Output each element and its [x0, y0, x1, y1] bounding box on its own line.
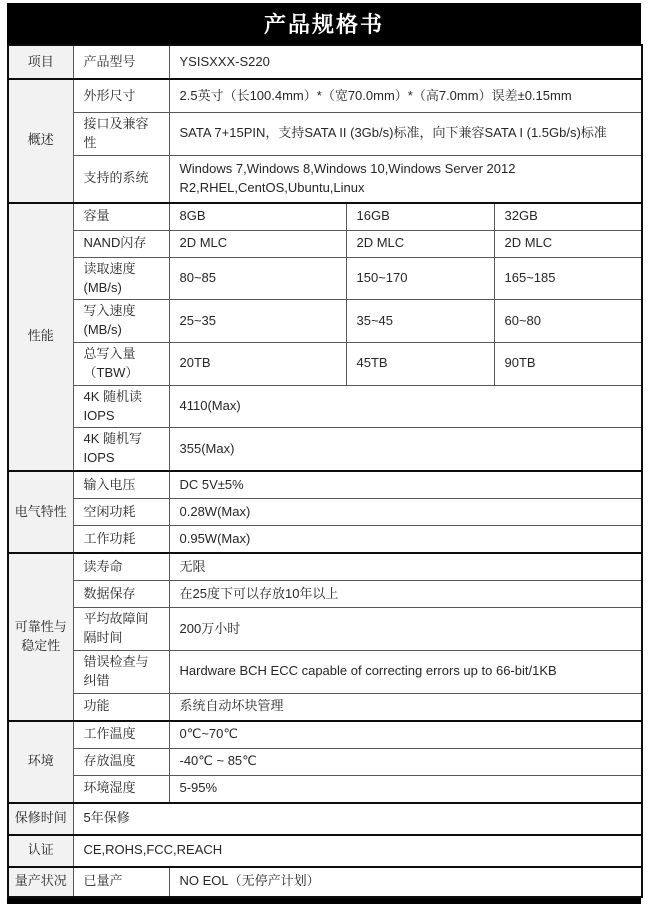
spec-value: 2D MLC	[169, 230, 346, 257]
table-row	[8, 499, 642, 526]
section-label-overview: 概述	[8, 79, 73, 203]
spec-value: 5-95%	[169, 775, 642, 803]
spec-value: 0.95W(Max)	[169, 526, 642, 554]
spec-value: 200万小时	[169, 608, 642, 651]
spec-label: 4K 随机读IOPS	[73, 385, 169, 428]
spec-label: 输入电压	[73, 471, 169, 499]
table-row	[8, 748, 642, 775]
table-row	[8, 45, 642, 79]
spec-label: 接口及兼容性	[73, 113, 169, 156]
spec-value: 2D MLC	[494, 230, 642, 257]
section-label-certification: 认证	[8, 835, 73, 867]
table-row	[8, 113, 642, 156]
table-row	[8, 721, 642, 749]
spec-value: 0℃~70℃	[169, 721, 642, 749]
spec-value: 无限	[169, 553, 642, 581]
table-row	[8, 650, 642, 693]
spec-label: 读寿命	[73, 553, 169, 581]
spec-label: 工作功耗	[73, 526, 169, 554]
table-row	[8, 775, 642, 803]
spec-label: 空闲功耗	[73, 499, 169, 526]
spec-label: NAND闪存	[73, 230, 169, 257]
spec-value: 4110(Max)	[169, 385, 642, 428]
table-row	[8, 803, 642, 835]
spec-label: 环境湿度	[73, 775, 169, 803]
spec-value: 45TB	[346, 343, 494, 386]
table-row	[8, 553, 642, 581]
spec-value: DC 5V±5%	[169, 471, 642, 499]
spec-label: 外形尺寸	[73, 79, 169, 113]
spec-value: 5年保修	[73, 803, 642, 835]
spec-value: 355(Max)	[169, 428, 642, 471]
spec-value: 90TB	[494, 343, 642, 386]
table-row	[8, 343, 642, 386]
section-label-performance: 性能	[8, 203, 73, 471]
spec-value: 150~170	[346, 257, 494, 300]
spec-value: SATA 7+15PIN，支持SATA II (3Gb/s)标准，向下兼容SATA I (1.5Gb/s)标准	[169, 113, 642, 156]
spec-value: -40℃ ~ 85℃	[169, 748, 642, 775]
spec-value: YSISXXX-S220	[169, 45, 642, 79]
spec-value: 80~85	[169, 257, 346, 300]
spec-value: 在25度下可以存放10年以上	[169, 581, 642, 608]
spec-label: 功能	[73, 693, 169, 721]
spec-value: Hardware BCH ECC capable of correcting errors up to 66-bit/1KB	[169, 650, 642, 693]
spec-value: 32GB	[494, 203, 642, 231]
table-row	[8, 79, 642, 113]
spec-value: 60~80	[494, 300, 642, 343]
spec-value: 2D MLC	[346, 230, 494, 257]
spec-label: 支持的系统	[73, 155, 169, 203]
spec-label: 错误检查与纠错	[73, 650, 169, 693]
spec-label: 读取速度(MB/s)	[73, 257, 169, 300]
spec-label: 产品型号	[73, 45, 169, 79]
table-row	[8, 300, 642, 343]
spec-value: 25~35	[169, 300, 346, 343]
section-label-item: 项目	[8, 45, 73, 79]
table-row	[8, 155, 642, 203]
spec-label: 容量	[73, 203, 169, 231]
spec-value: 8GB	[169, 203, 346, 231]
table-row	[8, 230, 642, 257]
table-row	[8, 203, 642, 231]
table-row	[8, 608, 642, 651]
spec-label: 总写入量（TBW）	[73, 343, 169, 386]
table-row	[8, 581, 642, 608]
table-row	[8, 385, 642, 428]
spec-label: 工作温度	[73, 721, 169, 749]
spec-label: 写入速度(MB/s)	[73, 300, 169, 343]
spec-value: 16GB	[346, 203, 494, 231]
spec-label: 存放温度	[73, 748, 169, 775]
table-row	[8, 257, 642, 300]
section-label-environment: 环境	[8, 721, 73, 803]
section-label-warranty: 保修时间	[8, 803, 73, 835]
section-label-reliability: 可靠性与稳定性	[8, 553, 73, 720]
spec-label: 4K 随机写IOPS	[73, 428, 169, 471]
spec-value: 系统自动坏块管理	[169, 693, 642, 721]
spec-label: 已量产	[73, 867, 169, 897]
spec-label: 平均故障间隔时间	[73, 608, 169, 651]
spec-value: 35~45	[346, 300, 494, 343]
table-row	[8, 526, 642, 554]
spec-label: 数据保存	[73, 581, 169, 608]
section-label-electrical: 电气特性	[8, 471, 73, 553]
bottom-bar	[7, 898, 641, 904]
spec-value: 0.28W(Max)	[169, 499, 642, 526]
spec-value: NO EOL（无停产计划）	[169, 867, 642, 897]
section-label-production: 量产状况	[8, 867, 73, 897]
spec-value: 165~185	[494, 257, 642, 300]
spec-value: 2.5英寸（长100.4mm）*（宽70.0mm）*（高7.0mm）误差±0.15mm	[169, 79, 642, 113]
table-row	[8, 428, 642, 471]
table-row	[8, 867, 642, 897]
table-row	[8, 471, 642, 499]
spec-value: Windows 7,Windows 8,Windows 10,Windows Server 2012 R2,RHEL,CentOS,Ubuntu,Linux	[169, 155, 642, 203]
page-title: 产品规格书	[7, 3, 641, 44]
spec-table	[7, 44, 643, 898]
spec-value: 20TB	[169, 343, 346, 386]
table-row	[8, 693, 642, 721]
spec-value: CE,ROHS,FCC,REACH	[73, 835, 642, 867]
table-row	[8, 835, 642, 867]
